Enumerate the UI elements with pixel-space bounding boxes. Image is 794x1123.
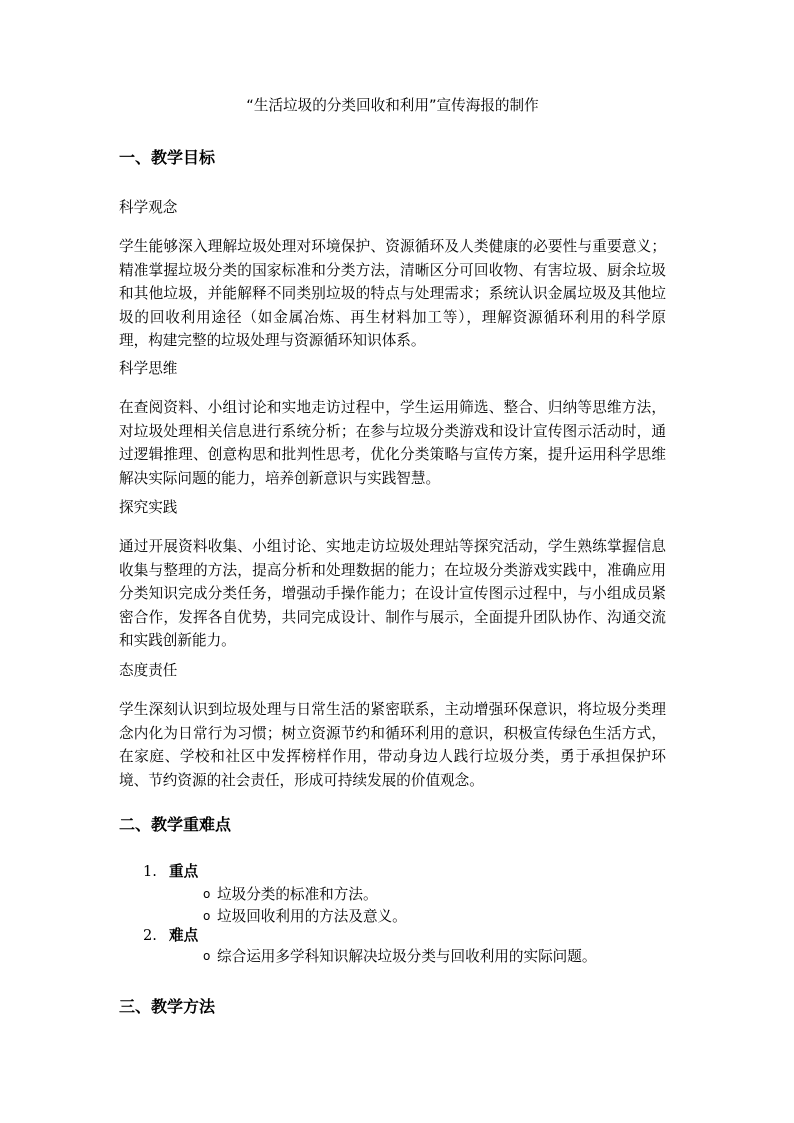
subheading-inquiry-practice: 探究实践 (119, 499, 178, 516)
list-item-key-point (143, 862, 198, 882)
section-heading-methods: 三、教学方法 (119, 997, 216, 1016)
subheading-scientific-thinking: 科学思维 (119, 360, 178, 377)
hollow-circle-bullet-icon: o (203, 887, 211, 901)
list-item-difficulty (143, 926, 198, 946)
list-number: 1. (143, 863, 157, 880)
list-number: 2. (143, 927, 157, 944)
hollow-circle-bullet-icon: o (203, 949, 211, 963)
subheading-attitude-responsibility: 态度责任 (119, 662, 178, 679)
list-label: 难点 (169, 927, 199, 944)
paragraph-attitude-responsibility: 学生深刻认识到垃圾处理与日常生活的紧密联系，主动增强环保意识，将垃圾分类理念内化为日常行为习惯；树立资源节约和循环利用的意识，积极宣传绿色生活方式，在家庭、学校和社区中发挥榜样作用，带动身边人践行垃圾分类，勇于承担保护环境、节约资源的社会责任，形成可持续发展的价值观念。 (119, 701, 666, 789)
section-heading-key-points: 二、教学重难点 (119, 815, 232, 834)
bullet-item (203, 906, 407, 927)
document-title: “生活垃圾的分类回收和利用”宣传海报的制作 (246, 97, 539, 114)
paragraph-scientific-concept: 学生能够深入理解垃圾处理对环境保护、资源循环及人类健康的必要性与重要意义；精准掌握垃圾分类的国家标准和分类方法，清晰区分可回收物、有害垃圾、厨余垃圾和其他垃圾，并能解释不同类别垃圾的特点与处理需求；系统认识金属垃圾及其他垃圾的回收利用途径（如金属冶炼、再生材料加工等），理解资源循环利用的科学原理，构建完整的垃圾处理与资源循环知识体系。 (119, 238, 666, 350)
bullet-text: 垃圾回收利用的方法及意义。 (217, 908, 407, 925)
list-label: 重点 (169, 863, 199, 880)
bullet-item (203, 946, 596, 967)
bullet-text: 垃圾分类的标准和方法。 (217, 886, 378, 903)
bullet-text: 综合运用多学科知识解决垃圾分类与回收利用的实际问题。 (217, 948, 597, 965)
section-heading-objectives: 一、教学目标 (119, 148, 216, 167)
paragraph-inquiry-practice: 通过开展资料收集、小组讨论、实地走访垃圾处理站等探究活动，学生熟练掌握信息收集与整理的方法，提高分析和处理数据的能力；在垃圾分类游戏实践中，准确应用分类知识完成分类任务，增强动手操作能力；在设计宣传图示过程中，与小组成员紧密合作，发挥各自优势，共同完成设计、制作与展示，全面提升团队协作、沟通交流和实践创新能力。 (119, 538, 666, 650)
subheading-scientific-concept: 科学观念 (119, 199, 178, 216)
paragraph-scientific-thinking: 在查阅资料、小组讨论和实地走访过程中，学生运用筛选、整合、归纳等思维方法，对垃圾处理相关信息进行系统分析；在参与垃圾分类游戏和设计宣传图示活动时，通过逻辑推理、创意构思和批判性思考，优化分类策略与宣传方案，提升运用科学思维解决实际问题的能力，培养创新意识与实践智慧。 (119, 399, 666, 487)
hollow-circle-bullet-icon: o (203, 909, 211, 923)
bullet-item (203, 884, 378, 905)
